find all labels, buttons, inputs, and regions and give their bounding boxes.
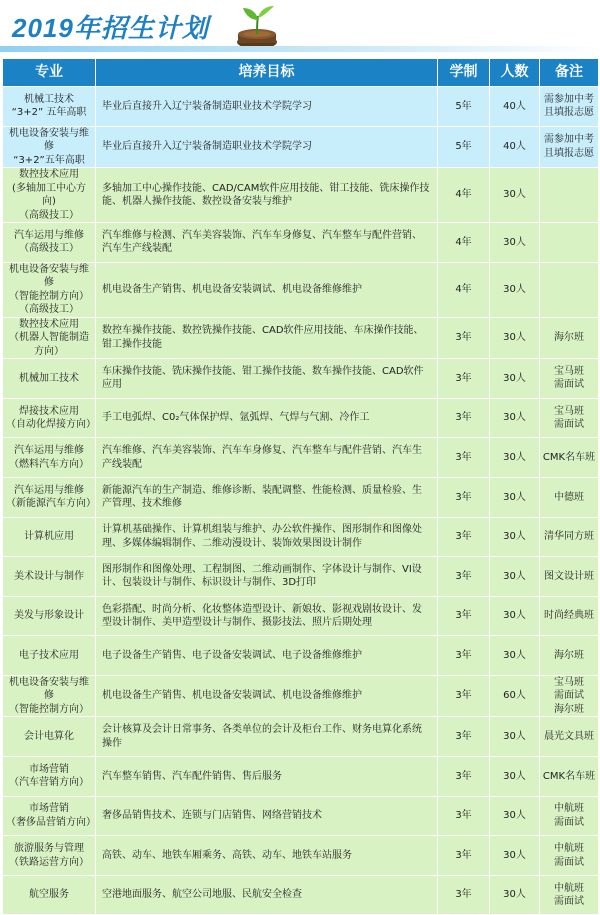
major-cell <box>3 438 96 478</box>
column-header-count: 人数 <box>490 59 540 87</box>
cell-line: 需面试 <box>554 379 584 391</box>
cell-line: 海尔班 <box>554 649 584 661</box>
cell-line: 且填报志愿 <box>544 147 594 159</box>
cell-line: 美发与形象设计 <box>14 610 84 622</box>
major-cell <box>3 126 96 168</box>
count-cell: 30人 <box>490 757 540 797</box>
note-cell <box>540 796 599 836</box>
goal-cell: 毕业后直接升入辽宁装备制造职业技术学院学习 <box>96 126 438 168</box>
cell-line: “3+2”五年高职 <box>13 154 85 166</box>
major-cell <box>3 398 96 438</box>
goal-cell: 机电设备生产销售、机电设备安装调试、机电设备维修维护 <box>96 675 438 717</box>
table-header-row <box>3 59 599 87</box>
cell-line: 市场营销 <box>29 763 69 775</box>
years-cell: 3年 <box>438 517 490 557</box>
header-accent-bar <box>0 46 600 52</box>
years-cell: 3年 <box>438 398 490 438</box>
note-cell <box>540 126 599 168</box>
note-cell <box>540 757 599 797</box>
goal-cell: 毕业后直接升入辽宁装备制造职业技术学院学习 <box>96 87 438 127</box>
note-cell <box>540 87 599 127</box>
years-cell: 3年 <box>438 636 490 676</box>
cell-line: （汽车营销方向） <box>9 777 89 789</box>
major-cell <box>3 875 96 915</box>
note-cell <box>540 168 599 223</box>
cell-line: （高级技工） <box>19 304 79 316</box>
years-cell: 3年 <box>438 557 490 597</box>
major-cell <box>3 223 96 263</box>
table-body <box>3 87 599 915</box>
count-cell: 30人 <box>490 596 540 636</box>
cell-line: （智能控制方向） <box>9 703 89 715</box>
cell-line: 宝马班 <box>554 676 584 688</box>
years-cell: 3年 <box>438 359 490 399</box>
major-cell <box>3 477 96 517</box>
cell-line: （高级技工） <box>19 209 79 221</box>
table-row <box>3 675 599 717</box>
years-cell: 5年 <box>438 87 490 127</box>
count-cell: 30人 <box>490 398 540 438</box>
major-cell <box>3 675 96 717</box>
goal-cell: 多轴加工中心操作技能、CAD/CAM软件应用技能、钳工技能、铣床操作技能、机器人操作技能、数控设备安装与维护 <box>96 168 438 223</box>
goal-cell: 电子设备生产销售、电子设备安装调试、电子设备维修维护 <box>96 636 438 676</box>
cell-line: CMK名车班 <box>542 770 596 782</box>
years-cell: 4年 <box>438 223 490 263</box>
cell-line: 海尔班 <box>554 332 584 344</box>
cell-line: CMK名车班 <box>542 451 596 463</box>
cell-line: 电子技术应用 <box>19 649 79 661</box>
cell-line: 清华同方班 <box>544 531 594 543</box>
count-cell: 30人 <box>490 477 540 517</box>
cell-line: 机电设备安装与维修 <box>9 263 89 289</box>
goal-cell: 空港地面服务、航空公司地服、民航安全检查 <box>96 875 438 915</box>
major-cell <box>3 757 96 797</box>
cell-line: 宝马班 <box>554 405 584 417</box>
column-header-goal: 培养目标 <box>96 59 438 87</box>
cell-line: 机电设备安装与维修 <box>9 676 89 702</box>
title-text: 年招生计划 <box>73 14 209 44</box>
count-cell: 30人 <box>490 717 540 757</box>
column-header-major: 专业 <box>3 59 96 87</box>
major-cell <box>3 87 96 127</box>
count-cell: 30人 <box>490 223 540 263</box>
cell-line: （机器人智能制造方向） <box>9 332 89 357</box>
note-cell <box>540 223 599 263</box>
cell-line: （高级技工） <box>19 243 79 255</box>
enrollment-table <box>2 58 599 915</box>
count-cell: 30人 <box>490 836 540 876</box>
years-cell: 3年 <box>438 836 490 876</box>
years-cell: 3年 <box>438 875 490 915</box>
cell-line: 需参加中考 <box>544 93 594 105</box>
cell-line: （智能控制方向） <box>9 290 89 302</box>
note-cell <box>540 596 599 636</box>
cell-line: 且填报志愿 <box>544 107 594 119</box>
goal-cell: 会计核算及会计日常事务、各类单位的会计及柜台工作、财务电算化系统操作 <box>96 717 438 757</box>
cell-line: “3+2” 五年高职 <box>11 107 87 119</box>
table-row <box>3 398 599 438</box>
table-row <box>3 87 599 127</box>
cell-line: (多轴加工中心方向) <box>12 182 86 208</box>
goal-cell: 机电设备生产销售、机电设备安装调试、机电设备维修维护 <box>96 262 438 317</box>
cell-line: 宝马班 <box>554 365 584 377</box>
note-cell <box>540 557 599 597</box>
table-header <box>3 59 599 87</box>
goal-cell: 车床操作技能、铣床操作技能、钳工操作技能、数车操作技能、CAD软件应用 <box>96 359 438 399</box>
table-row <box>3 359 599 399</box>
goal-cell: 手工电弧焊、C0₂气体保护焊、氩弧焊、气焊与气割、冷作工 <box>96 398 438 438</box>
table-row <box>3 126 599 168</box>
count-cell: 40人 <box>490 126 540 168</box>
count-cell: 40人 <box>490 87 540 127</box>
major-cell <box>3 517 96 557</box>
note-cell <box>540 438 599 478</box>
note-cell <box>540 317 599 359</box>
cell-line: （奢侈品营销方向） <box>6 816 96 828</box>
major-cell <box>3 596 96 636</box>
cell-line: 会计电算化 <box>24 730 74 742</box>
cell-line: 汽车运用与维修 <box>14 445 84 457</box>
note-cell <box>540 477 599 517</box>
table-row <box>3 757 599 797</box>
count-cell: 30人 <box>490 317 540 359</box>
goal-cell: 奢侈品销售技术、连锁与门店销售、网络营销技术 <box>96 796 438 836</box>
cell-line: 美术设计与制作 <box>14 570 84 582</box>
table-row <box>3 223 599 263</box>
major-cell <box>3 359 96 399</box>
table-row <box>3 717 599 757</box>
years-cell: 5年 <box>438 126 490 168</box>
goal-cell: 数控车操作技能、数控铣操作技能、CAD软件应用技能、车床操作技能、钳工操作技能 <box>96 317 438 359</box>
table-row <box>3 517 599 557</box>
cell-line: 中航班 <box>554 803 584 815</box>
column-header-note: 备注 <box>540 59 599 87</box>
years-cell: 3年 <box>438 596 490 636</box>
cell-line: 机械加工技术 <box>19 372 79 384</box>
cell-line: （自动化焊接方向） <box>6 419 96 431</box>
years-cell: 4年 <box>438 262 490 317</box>
major-cell <box>3 168 96 223</box>
count-cell: 30人 <box>490 359 540 399</box>
goal-cell: 图形制作和图像处理、工程制图、二维动画制作、字体设计与制作、VI设计、包装设计与制作、标识设计与制作、3D打印 <box>96 557 438 597</box>
column-header-years: 学制 <box>438 59 490 87</box>
note-cell <box>540 398 599 438</box>
cell-line: 时尚经典班 <box>544 610 594 622</box>
years-cell: 3年 <box>438 717 490 757</box>
count-cell: 30人 <box>490 557 540 597</box>
table-row <box>3 836 599 876</box>
years-cell: 3年 <box>438 317 490 359</box>
cell-line: 数控技术应用 <box>19 169 79 181</box>
count-cell: 30人 <box>490 262 540 317</box>
major-cell <box>3 836 96 876</box>
cell-line: 海尔班 <box>554 703 584 715</box>
table-row <box>3 796 599 836</box>
note-cell <box>540 359 599 399</box>
table-row <box>3 557 599 597</box>
cell-line: 晨光文具班 <box>544 730 594 742</box>
goal-cell: 高铁、动车、地铁车厢乘务、高铁、动车、地铁车站服务 <box>96 836 438 876</box>
cell-line: 数控技术应用 <box>19 318 79 330</box>
cell-line: 焊接技术应用 <box>19 405 79 417</box>
cell-line: 航空服务 <box>29 889 69 901</box>
note-cell <box>540 675 599 717</box>
major-cell <box>3 796 96 836</box>
cell-line: 计算机应用 <box>24 531 74 543</box>
major-cell <box>3 636 96 676</box>
count-cell: 60人 <box>490 675 540 717</box>
cell-line: 机电设备安装与维修 <box>9 127 89 153</box>
years-cell: 3年 <box>438 438 490 478</box>
note-cell <box>540 636 599 676</box>
table-row <box>3 636 599 676</box>
cell-line: 需面试 <box>554 690 584 702</box>
cell-line: 图文设计班 <box>544 570 594 582</box>
table-row <box>3 596 599 636</box>
major-cell <box>3 557 96 597</box>
cell-line: （铁路运营方向） <box>9 856 89 868</box>
major-cell <box>3 262 96 317</box>
years-cell: 3年 <box>438 675 490 717</box>
cell-line: 中航班 <box>554 882 584 894</box>
goal-cell: 汽车维修、汽车美容装饰、汽车车身修复、汽车整车与配件营销、汽车生产线装配 <box>96 438 438 478</box>
goal-cell: 新能源汽车的生产制造、维修诊断、装配调整、性能检测、质量检验、生产管理、技术维修 <box>96 477 438 517</box>
cell-line: 需参加中考 <box>544 134 594 146</box>
years-cell: 3年 <box>438 796 490 836</box>
table-row <box>3 168 599 223</box>
years-cell: 3年 <box>438 757 490 797</box>
cell-line: 汽车运用与维修 <box>14 229 84 241</box>
page-header <box>0 0 600 58</box>
goal-cell: 色彩搭配、时尚分析、化妆整体造型设计、新娘妆、影视戏剧妆设计、发型设计制作、美甲造型设计与制作、摄影技法、照片后期处理 <box>96 596 438 636</box>
cell-line: 需面试 <box>554 816 584 828</box>
major-cell <box>3 317 96 359</box>
goal-cell: 汽车整车销售、汽车配件销售、售后服务 <box>96 757 438 797</box>
table-row <box>3 317 599 359</box>
table-row <box>3 262 599 317</box>
seedling-logo-icon <box>234 4 280 50</box>
cell-line: （新能源汽车方向） <box>6 498 96 510</box>
note-cell <box>540 836 599 876</box>
cell-line: 机械工技术 <box>24 93 74 105</box>
table-row <box>3 875 599 915</box>
note-cell <box>540 875 599 915</box>
page-title <box>12 8 209 45</box>
cell-line: 需面试 <box>554 896 584 908</box>
major-cell <box>3 717 96 757</box>
goal-cell: 汽车维修与检测、汽车美容装饰、汽车车身修复、汽车整车与配件营销、汽车生产线装配 <box>96 223 438 263</box>
cell-line: 需面试 <box>554 419 584 431</box>
count-cell: 30人 <box>490 796 540 836</box>
table-row <box>3 438 599 478</box>
cell-line: 市场营销 <box>29 803 69 815</box>
table-row <box>3 477 599 517</box>
goal-cell: 计算机基础操作、计算机组装与维护、办公软件操作、图形制作和图像处理、多媒体编辑制作、二维动漫设计、装饰效果图设计制作 <box>96 517 438 557</box>
title-year: 2019 <box>12 13 74 43</box>
cell-line: 汽车运用与维修 <box>14 484 84 496</box>
count-cell: 30人 <box>490 636 540 676</box>
cell-line: 旅游服务与管理 <box>14 843 84 855</box>
cell-line: 需面试 <box>554 856 584 868</box>
note-cell <box>540 717 599 757</box>
cell-line: 中航班 <box>554 843 584 855</box>
note-cell <box>540 517 599 557</box>
years-cell: 3年 <box>438 477 490 517</box>
count-cell: 30人 <box>490 168 540 223</box>
note-cell <box>540 262 599 317</box>
count-cell: 30人 <box>490 875 540 915</box>
cell-line: 中德班 <box>554 491 584 503</box>
count-cell: 30人 <box>490 517 540 557</box>
count-cell: 30人 <box>490 438 540 478</box>
cell-line: （燃料汽车方向） <box>9 458 89 470</box>
years-cell: 4年 <box>438 168 490 223</box>
